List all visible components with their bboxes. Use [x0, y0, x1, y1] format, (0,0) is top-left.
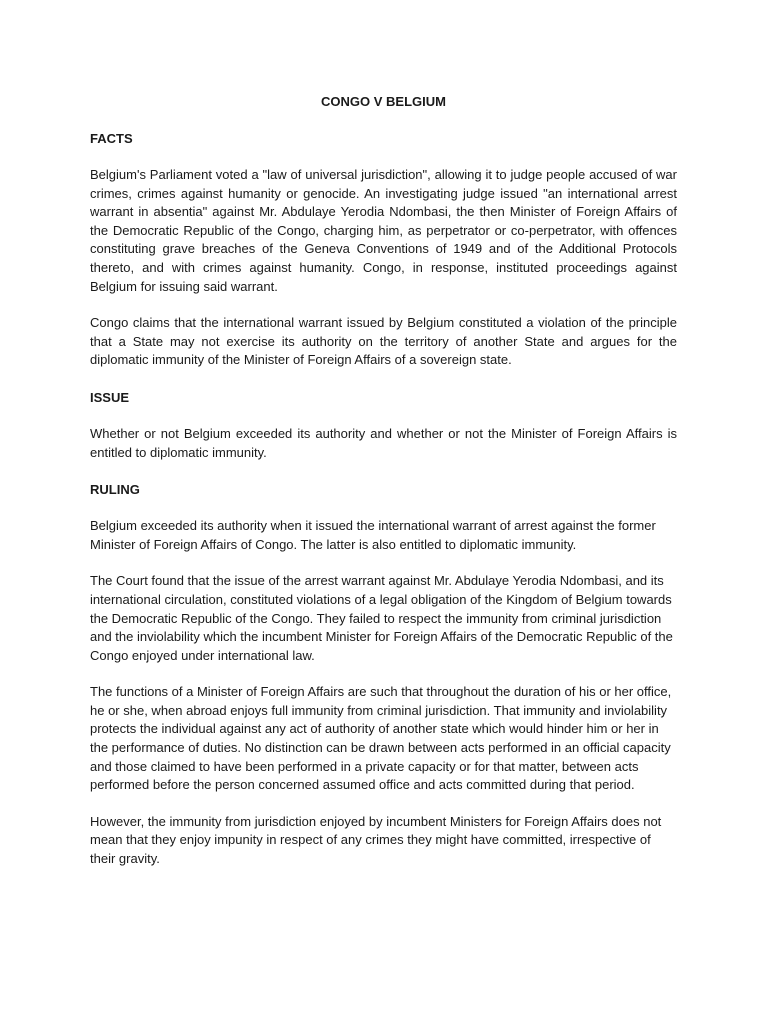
ruling-paragraph: Belgium exceeded its authority when it issued the international warrant of arrest against the former Minister of Foreign Affairs of Congo. The latter is also entitled to diplomatic immunity.	[90, 518, 656, 552]
section-heading-facts: FACTS	[90, 131, 133, 146]
document-body	[90, 92, 677, 887]
section-heading-issue: ISSUE	[90, 389, 130, 405]
section-heading-ruling: RULING	[90, 482, 140, 498]
document-title: CONGO V BELGIUM	[321, 94, 446, 109]
ruling-paragraph: However, the immunity from jurisdiction enjoyed by incumbent Ministers for Foreign Affairs does not mean that they enjoy impunity in respect of any crimes they might have committed, irrespective of their gravity.	[90, 813, 662, 867]
ruling-paragraph: The functions of a Minister of Foreign Affairs are such that throughout the duration of his or her office, he or she, when abroad enjoys full immunity from criminal jurisdiction. That immunity and inviolability protects the individual against any act of authority of another state which would hinder him or her in the performance of duties. No distinction can be drawn between acts performed in an official capacity and those claimed to have been performed in a private capacity or for that matter, between acts performed before the person concerned assumed office and acts committed during that period.	[90, 684, 672, 793]
ruling-paragraph: The Court found that the issue of the arrest warrant against Mr. Abdulaye Yerodia Ndombasi, and its international circulation, constituted violations of a legal obligation of the Kingdom of Belgium towards the Democratic Republic of the Congo. They failed to respect the immunity from criminal jurisdiction and the inviolability which the incumbent Minister for Foreign Affairs of the Democratic Republic of the Congo enjoyed under international law.	[90, 573, 673, 663]
facts-paragraph: Belgium's Parliament voted a "law of universal jurisdiction", allowing it to judge people accused of war crimes, crimes against humanity or genocide. An investigating judge issued "an international arrest warrant in absentia" against Mr. Abdulaye Yerodia Ndombasi, the then Minister of Foreign Affairs of the Democratic Republic of the Congo, charging him, as perpetrator or co-perpetrator, with offences constituting grave breaches of the Geneva Conventions of 1949 and of the Additional Protocols thereto, and with crimes against humanity. Congo, in response, instituted proceedings against Belgium for issuing said warrant.	[90, 167, 677, 294]
facts-paragraph: Congo claims that the international warrant issued by Belgium constituted a violation of the principle that a State may not exercise its authority on the territory of another State and argues for the diplomatic immunity of the Minister of Foreign Affairs of a sovereign state.	[90, 315, 677, 368]
issue-paragraph: Whether or not Belgium exceeded its authority and whether or not the Minister of Foreign Affairs is entitled to diplomatic immunity.	[90, 425, 677, 460]
